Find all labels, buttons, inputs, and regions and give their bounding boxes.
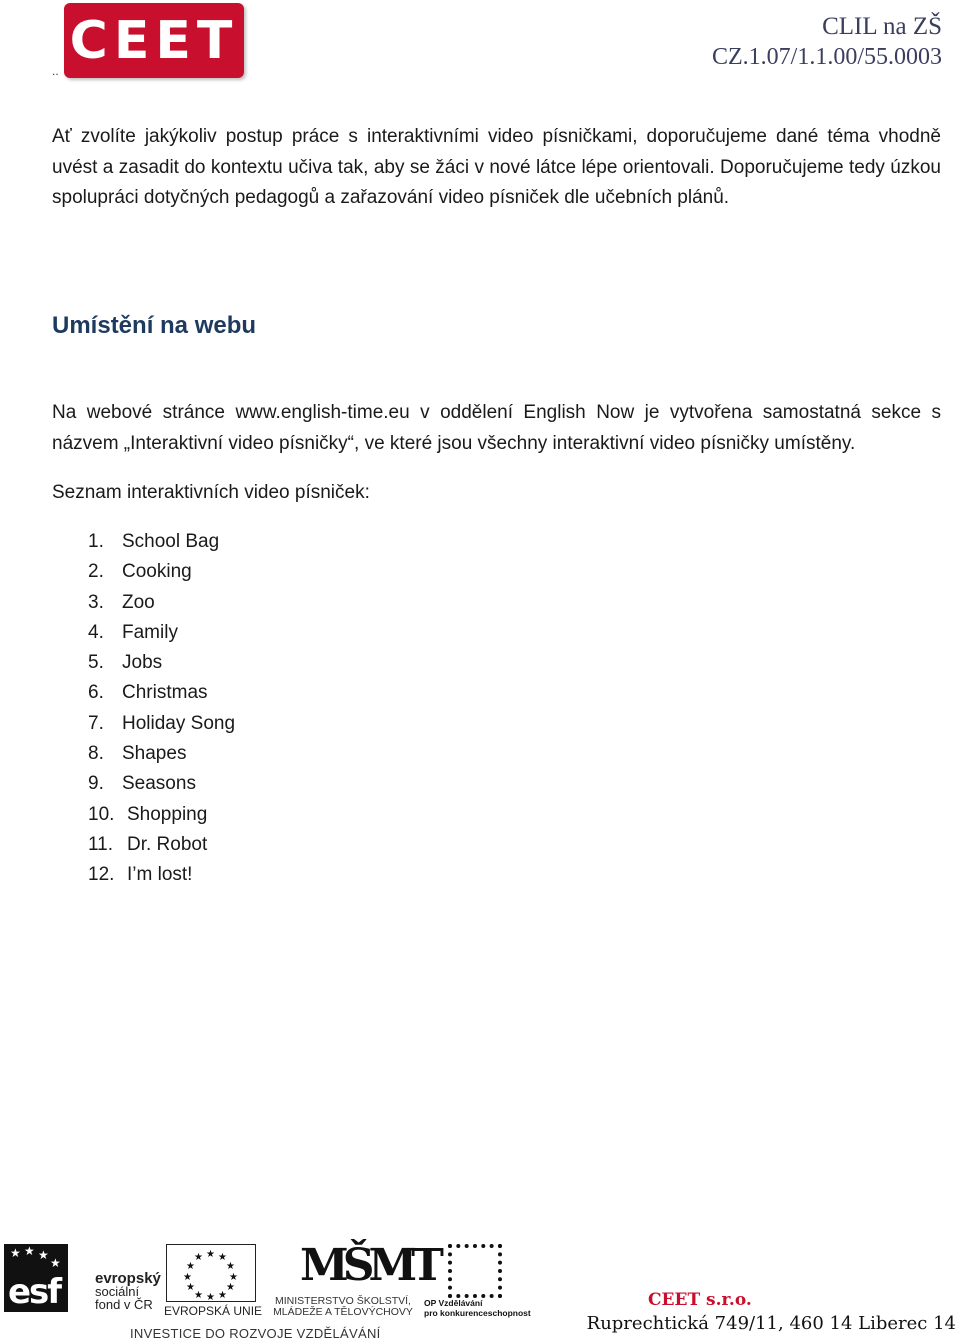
invest-slogan: INVESTICE DO ROZVOJE VZDĚLÁVÁNÍ xyxy=(130,1326,381,1341)
section-heading: Umístění na webu xyxy=(52,312,257,339)
list-item: 5. Jobs xyxy=(88,652,163,674)
esf-label: evropský sociální fond v ČR xyxy=(95,1270,161,1312)
list-item: 6. Christmas xyxy=(88,682,208,704)
op-logo-icon xyxy=(448,1244,502,1298)
logo-text: CEET xyxy=(69,10,239,71)
list-item: 8. Shapes xyxy=(88,743,187,765)
web-paragraph: Na webové stránce www.english-time.eu v oddělení English Now je vytvořena samostatná sekce s názvem „Interaktivní video písničky“, ve které jsou všechny interaktivní video písničky umístěny. xyxy=(52,402,941,454)
list-item: 10. Shopping xyxy=(88,803,208,825)
list-item: 4. Family xyxy=(88,621,178,643)
list-item: 7. Holiday Song xyxy=(88,712,236,734)
company-address: Ruprechtická 749/11, 460 14 Liberec 14 xyxy=(586,1313,956,1334)
project-code: CZ.1.07/1.1.00/55.0003 xyxy=(711,44,942,70)
eu-flag-icon: ★ ★ ★ ★ ★ ★ ★ ★ ★ ★ ★ ★ xyxy=(166,1244,256,1302)
esf-logo-icon: ★ ★ ★ ★ esf xyxy=(4,1244,68,1312)
project-title: CLIL na ZŠ xyxy=(822,13,942,40)
list-item: 1. School Bag xyxy=(88,531,220,552)
msmt-label: MINISTERSTVO ŠKOLSTVÍ, MLÁDEŽE A TĚLOVÝCHOVY xyxy=(273,1295,413,1318)
company-block xyxy=(648,1290,752,1310)
ceet-logo xyxy=(64,3,244,78)
footer-logos xyxy=(0,1238,560,1344)
header-mark: .. xyxy=(52,64,59,78)
list-intro: Seznam interaktivních video písniček: xyxy=(52,482,370,503)
intro-paragraph: Ať zvolíte jakýkoliv postup práce s interaktivními video písničkami, doporučujeme dané téma vhodně uvést a zasadit do kontextu učiva tak, aby se žáci v nové látce lépe orientovali. Doporučujeme tedy úzkou spolupráci dotyčných pedagogů a zařazování video písniček dle učebních plánů. xyxy=(52,126,941,208)
list-item: 2. Cooking xyxy=(88,561,192,583)
msmt-logo-icon: MŠMT xyxy=(300,1240,438,1291)
project-header xyxy=(712,12,942,72)
op-label: OP Vzdělávání pro konkurenceschopnost xyxy=(424,1298,531,1318)
eu-label: EVROPSKÁ UNIE xyxy=(164,1304,263,1318)
list-item: 11. Dr. Robot xyxy=(88,833,208,855)
list-item: 9. Seasons xyxy=(88,773,196,795)
list-item: 3. Zoo xyxy=(88,591,155,613)
company-name: CEET s.r.o. xyxy=(648,1290,752,1310)
list-item: 12. I’m lost! xyxy=(88,864,193,886)
song-list xyxy=(88,527,235,891)
